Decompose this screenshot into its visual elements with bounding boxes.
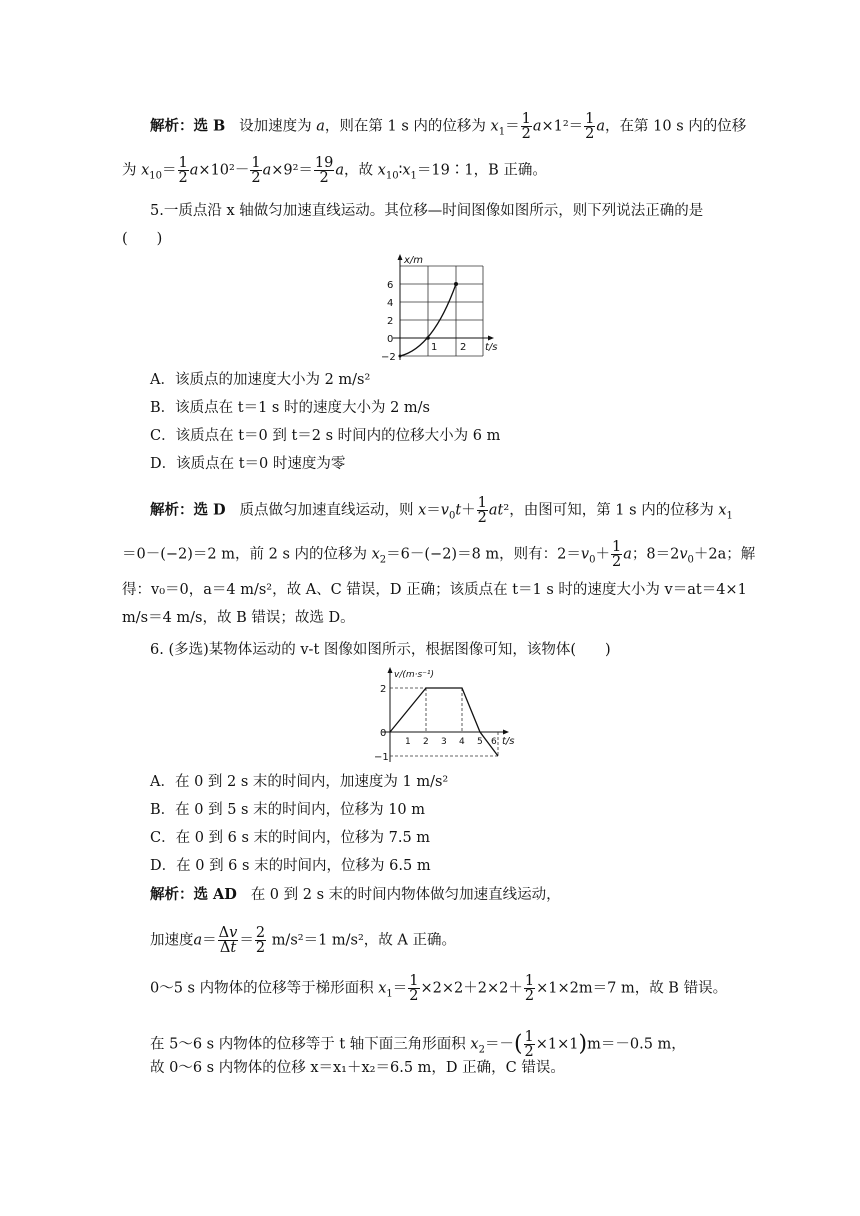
- x-tick: 4: [459, 737, 465, 747]
- y-tick: 0: [380, 728, 387, 739]
- x-tick: 2: [460, 342, 467, 353]
- q5-option-c: C．该质点在 t＝0 到 t＝2 s 时间内的位移大小为 6 m: [150, 428, 501, 444]
- q5-solution-line1: 解析：选 D 质点做匀加速直线运动，则 $x=v_0t+$ $\frac{1}{2}$ at²，由图可知，第 1 s 内的位移为 $x_1$: [150, 495, 733, 526]
- x-tick: 6: [491, 737, 497, 747]
- solution-choice: 选 B: [193, 117, 226, 135]
- solution-choice: 选 AD: [193, 886, 237, 903]
- x-tick: 2: [423, 737, 429, 747]
- y-tick: 0: [387, 334, 394, 345]
- x-tick: 1: [405, 737, 411, 747]
- q5-xt-graph: [373, 252, 513, 364]
- q6-option-a: A．在 0 到 2 s 末的时间内，加速度为 1 m/s²: [150, 774, 449, 790]
- y-axis-label: v/(m·s⁻¹): [394, 670, 435, 680]
- q5-option-d: D．该质点在 t＝0 时速度为零: [150, 456, 346, 472]
- solution-label: 解析：: [150, 117, 194, 135]
- q6-solution-line3: 0～5 s 内物体的位移等于梯形面积 $x_1=$ $\frac{1}{2}$ ×2×2＋2×2＋ $\frac{1}{2}$ ×1×2m＝7 m，故 B 错误。: [150, 973, 728, 1004]
- q6-stem: 6. (多选)某物体运动的 v-t 图像如图所示，根据图像可知，该物体( ): [150, 642, 611, 658]
- q6-solution-line1: 解析：选 AD 在 0 到 2 s 末的时间内物体做匀加速直线运动，: [150, 886, 561, 903]
- q6-solution-line5: 故 0～6 s 内物体的位移 x＝x₁＋x₂＝6.5 m，D 正确，C 错误。: [150, 1060, 565, 1076]
- q5-paren: ( ): [122, 231, 163, 247]
- x-tick: 3: [441, 737, 447, 747]
- sol4-line1: 解析：选 B 设加速度为 a，则在第 1 s 内的位移为 $x_1=$ $\frac{1}{2}$ a×1²＝ $\frac{1}{2}$ a，在第 10 s 内的位移: [150, 111, 747, 142]
- q5-solution-line2: ＝0－(−2)＝2 m，前 2 s 内的位移为 $x_2=6-(-2)=8$ m，则有：$2=v_0+$ $\frac{1}{2}$ a；$8=2v_0+2a$；解: [122, 539, 756, 570]
- sol4-line2: 为 $x_{10}=$ $\frac{1}{2}$ a×10²－ $\frac{1}{2}$ a×9²＝ $\frac{19}{2}$ a，故 $x_{10}∶x_1=19∶1$，B 正确。: [122, 155, 547, 186]
- y-tick: 6: [387, 280, 394, 291]
- y-tick: −1: [374, 752, 389, 763]
- q5-stem: 5.一质点沿 x 轴做匀加速直线运动。其位移—时间图像如图所示，则下列说法正确的是: [150, 203, 704, 219]
- x-axis-label: t/s: [502, 736, 515, 747]
- q5-option-b: B．该质点在 t＝1 s 时的速度大小为 2 m/s: [150, 400, 430, 416]
- x-tick: 5: [477, 737, 483, 747]
- solution-label: 解析：: [150, 886, 194, 903]
- q5-solution-line3: 得：v₀＝0，a＝4 m/s²，故 A、C 错误，D 正确；该质点在 t＝1 s 时的速度大小为 v＝at＝4×1: [122, 582, 747, 598]
- q6-solution-line4: 在 5～6 s 内物体的位移等于 t 轴下面三角形面积 $x_2=-$( $\frac{1}{2}$ ×1×1)m＝－0.5 m，: [150, 1029, 686, 1060]
- y-tick: 4: [387, 298, 394, 309]
- q6-option-d: D．在 0 到 6 s 末的时间内，位移为 6.5 m: [150, 858, 431, 874]
- y-axis-label: x/m: [404, 255, 424, 266]
- y-tick: 2: [380, 684, 387, 695]
- q5-solution-line4: m/s＝4 m/s，故 B 错误；故选 D。: [122, 610, 355, 626]
- x-axis-label: t/s: [485, 342, 498, 353]
- solution-label: 解析：: [150, 501, 194, 519]
- y-tick: 2: [387, 316, 394, 327]
- solution-choice: 选 D: [193, 501, 226, 519]
- y-tick: −2: [381, 352, 396, 363]
- q6-option-c: C．在 0 到 6 s 末的时间内，位移为 7.5 m: [150, 830, 431, 846]
- q6-option-b: B．在 0 到 5 s 末的时间内，位移为 10 m: [150, 802, 426, 818]
- q6-solution-line2: 加速度a＝ $\frac{\Delta v}{\Delta t}$ ＝ $\frac{2}{2}$ m/s²＝1 m/s²，故 A 正确。: [150, 925, 456, 956]
- q5-option-a: A．该质点的加速度大小为 2 m/s²: [150, 372, 371, 388]
- q6-vt-graph: [360, 664, 520, 768]
- x-tick: 1: [431, 342, 438, 353]
